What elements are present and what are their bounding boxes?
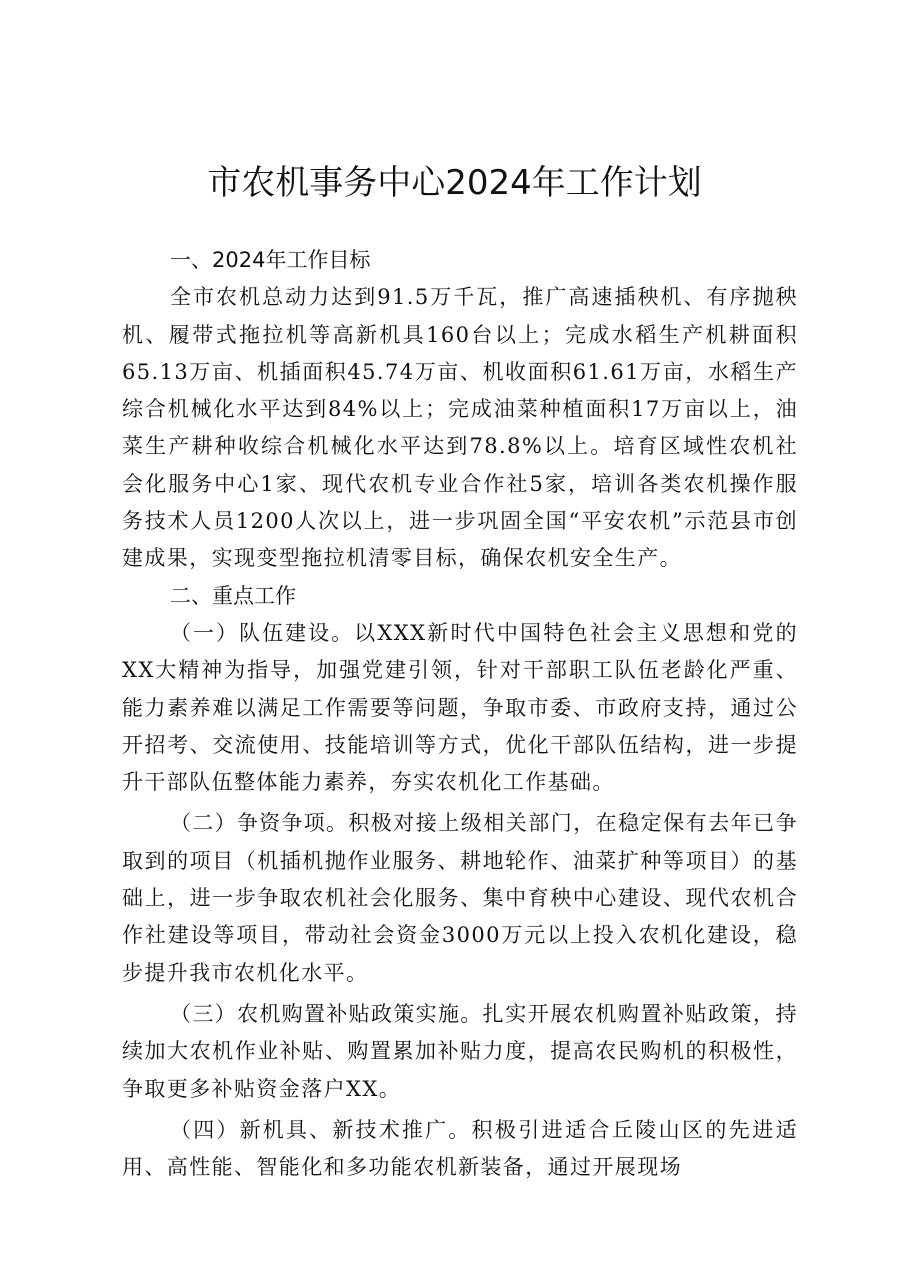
section-heading-key-work: 二、重点工作 [170,583,296,608]
paragraph-lead: （三）农机购置补贴政策实施。 [170,1001,483,1026]
paragraph-text: 积极对接上级相关部门，在稳定保有去年已争取到的项目（机插机抛作业服务、耕地轮作、油菜扩种等项目）的基础上，进一步争取农机社会化服务、集中育秧中心建设、现代农机合作社建设等项目，带动社会资金3000万元以上投入农机化建设，稳步提升我市农机化水平。 [122,811,798,985]
paragraph-subsidy-policy [122,996,798,1108]
paragraph-text: 积极引进适合丘陵山区的先进适用、高性能、智能化和多功能农机新装备，通过开展现场 [122,1117,798,1180]
paragraph-text: 扎实开展农机购置补贴政策，持续加大农机作业补贴、购置累加补贴力度，提高农民购机的积极性，争取更多补贴资金落户XX。 [122,1001,798,1101]
paragraph-new-machinery [122,1112,798,1187]
paragraph-text: 以XXX新时代中国特色社会主义思想和党的XX大精神为指导，加强党建引领，针对干部职工队伍老龄化严重、能力素养难以满足工作需要等问题，争取市委、市政府支持，通过公开招考、交流使用、技能培训等方式，优化干部队伍结构，进一步提升干部队伍整体能力素养，夯实农机化工作基础。 [122,620,798,795]
paragraph-lead: （二）争资争项。 [170,811,349,836]
page-title: 市农机事务中心2024年工作计划 [207,163,702,203]
paragraph-goals: 全市农机总动力达到91.5万千瓦，推广高速插秧机、有序抛秧机、履带式拖拉机等高新机具160台以上；完成水稻生产机耕面积65.13万亩、机插面积45.74万亩、机收面积61.61万亩，水稻生产综合机械化水平达到84%以上；完成油菜种植面积17万亩以上，油菜生产耕种收综合机械化水平达到78.8%以上。培育区域性农机社会化服务中心1家、现代农机专业合作社5家，培训各类农机操作服务技术人员1200人次以上，进一步巩固全国“平安农机”示范县市创建成果，实现变型拖拉机清零目标，确保农机安全生产。 [122,285,798,571]
paragraph-team-building [122,615,798,801]
paragraph-lead: （一）队伍建设。 [170,620,355,645]
paragraph-lead: （四）新机具、新技术推广。 [170,1117,472,1142]
section-heading-goals: 一、2024年工作目标 [170,248,371,272]
document-body [122,242,798,1186]
paragraph-funding [122,805,798,991]
